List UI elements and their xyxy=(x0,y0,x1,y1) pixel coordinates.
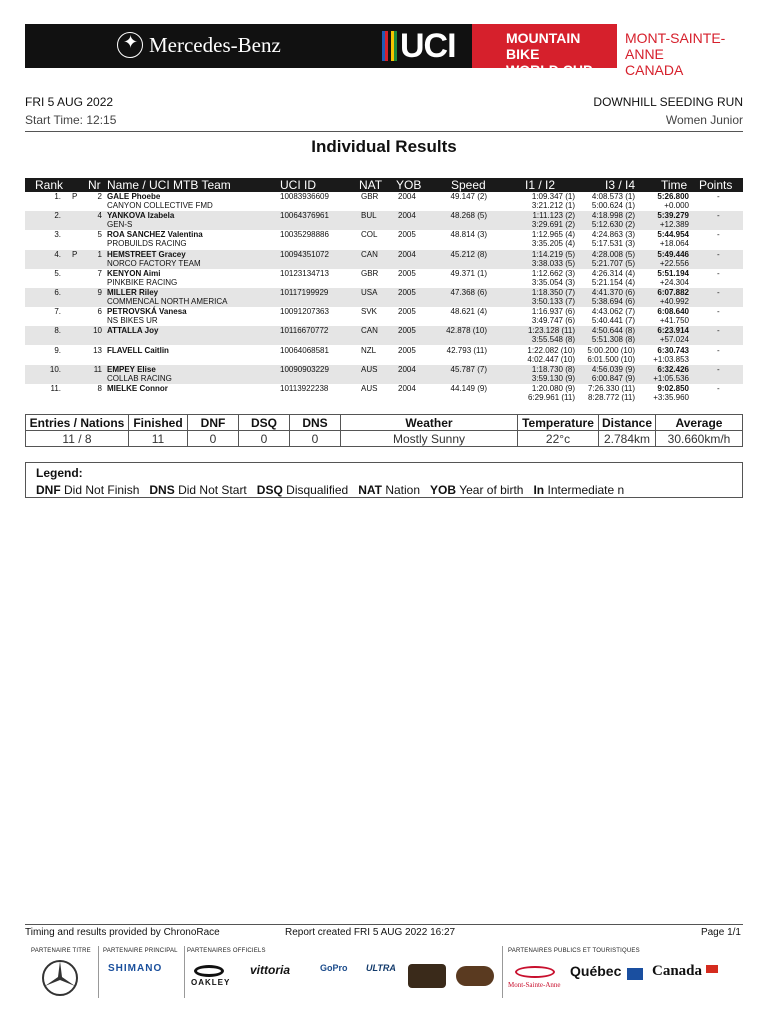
cell-nr: 8 xyxy=(97,384,102,393)
divider xyxy=(25,131,743,132)
cell-i4: 5:51.308 (8) xyxy=(591,335,635,345)
cell-uci-id: 10123134713 xyxy=(280,268,329,278)
cell-nat: GBR xyxy=(361,192,379,201)
race-date: FRI 5 AUG 2022 xyxy=(25,95,114,109)
cell-points: - xyxy=(717,384,720,393)
cell-team: PINKBIKE RACING xyxy=(107,277,178,287)
cell-nat: BUL xyxy=(361,211,377,221)
cell-i3: 4:41.370 (6) xyxy=(591,288,635,297)
summary-header: DNS xyxy=(290,415,341,431)
cell-nr: 6 xyxy=(97,307,102,317)
cell-i4: 6:01.500 (10) xyxy=(587,354,635,364)
cell-name: GALE Phoebe xyxy=(107,192,161,201)
cell-nr: 13 xyxy=(93,345,102,355)
cell-speed: 42.793 (11) xyxy=(446,345,487,355)
cell-i3: 4:08.573 (1) xyxy=(591,192,635,201)
col-points: Points xyxy=(699,178,733,192)
cell-nat: SVK xyxy=(361,307,378,317)
cell-team: COMMENCAL NORTH AMERICA xyxy=(107,297,228,306)
cell-nr: 2 xyxy=(97,192,102,201)
cell-i3: 4:56.039 (9) xyxy=(591,364,635,374)
cell-i2: 3:50.133 (7) xyxy=(531,297,575,306)
summary-value: 30.660km/h xyxy=(656,431,743,447)
cell-gap: +18.064 xyxy=(659,239,689,249)
cell-rank: 7. xyxy=(54,307,61,317)
legend-items xyxy=(36,483,624,497)
cell-i2: 3:59.130 (9) xyxy=(531,373,575,383)
cell-i2: 3:55.548 (8) xyxy=(531,335,575,345)
cell-gap: +1:03.853 xyxy=(653,354,689,364)
cell-speed: 48.814 (3) xyxy=(450,230,487,240)
mountain-badge-icon xyxy=(408,964,446,988)
cell-gap: +41.750 xyxy=(659,316,689,326)
cell-nr: 5 xyxy=(97,230,102,240)
cell-yob: 2005 xyxy=(398,288,416,297)
cell-i2: 3:49.747 (6) xyxy=(531,316,575,326)
cell-i4: 6:00.847 (9) xyxy=(591,373,635,383)
cell-i3: 4:28.008 (5) xyxy=(591,249,635,259)
col-uci-id: UCI ID xyxy=(280,178,316,192)
cell-rank: 3. xyxy=(54,230,61,240)
summary-header-row xyxy=(26,415,743,431)
cell-rank: 9. xyxy=(54,345,61,355)
cell-time: 5:26.800 xyxy=(657,192,689,201)
venue-line-1: MONT-SAINTE-ANNE xyxy=(625,30,726,62)
summary-header: Entries / Nations xyxy=(26,415,129,431)
uci-logo xyxy=(382,26,456,66)
cell-i3: 4:50.644 (8) xyxy=(591,326,635,336)
summary-header: Distance xyxy=(599,415,656,431)
cell-i2: 4:02.447 (10) xyxy=(527,354,575,364)
cell-uci-id: 10083936609 xyxy=(280,192,329,201)
cell-i3: 4:24.863 (3) xyxy=(591,230,635,240)
msa-swoosh-icon xyxy=(515,966,555,978)
cell-gap: +57.024 xyxy=(659,335,689,345)
table-row xyxy=(25,192,743,211)
legend-code: NAT xyxy=(358,483,382,497)
cell-rank: 11. xyxy=(50,384,61,393)
cell-name: MILLER Riley xyxy=(107,288,159,297)
venue-title xyxy=(617,24,743,78)
cell-i4: 8:28.772 (11) xyxy=(588,393,635,402)
event-name: DOWNHILL SEEDING RUN xyxy=(593,95,743,109)
cell-nr: 7 xyxy=(97,268,102,278)
table-row xyxy=(25,365,743,384)
cell-time: 6:32.426 xyxy=(657,364,689,374)
cell-i1: 1:16.937 (6) xyxy=(531,307,575,317)
sponsor-separator xyxy=(502,946,503,998)
cell-i4: 5:21.154 (4) xyxy=(591,277,635,287)
cell-name: YANKOVA Izabela xyxy=(107,211,175,221)
legend-title: Legend: xyxy=(36,466,83,480)
cell-rank: 10. xyxy=(49,364,61,374)
venue-line-2: CANADA xyxy=(625,62,684,78)
cell-nr: 1 xyxy=(97,249,102,259)
cell-nat: NZL xyxy=(361,345,377,355)
canada-logo: Canada xyxy=(652,963,703,979)
col-speed: Speed xyxy=(451,178,486,192)
cell-gap: +3:35.960 xyxy=(653,393,689,402)
summary-value: 0 xyxy=(290,431,341,447)
summary-table xyxy=(25,414,743,447)
cell-nat: COL xyxy=(361,230,378,240)
cell-i1: 1:14.219 (5) xyxy=(531,249,575,259)
sponsor-label: PARTENAIRE TITRE xyxy=(31,948,91,954)
cell-nat: GBR xyxy=(361,268,379,278)
cell-i1: 1:18.350 (7) xyxy=(531,288,575,297)
cell-p: P xyxy=(72,192,78,201)
footer-divider xyxy=(25,924,743,925)
legend-text: Nation xyxy=(385,483,421,497)
cell-i4: 5:38.694 (6) xyxy=(591,297,635,306)
table-row xyxy=(25,230,743,249)
msa-logo: Mont-Sainte-Anne xyxy=(508,981,561,989)
vittoria-logo: vittoria xyxy=(250,963,291,977)
series-line-2: WORLD CUP xyxy=(506,62,593,78)
cell-yob: 2004 xyxy=(398,192,416,201)
cell-i1: 1:12.662 (3) xyxy=(531,268,575,278)
cell-uci-id: 10035298886 xyxy=(280,230,329,240)
cell-points: - xyxy=(717,211,720,221)
cell-i1: 1:09.347 (1) xyxy=(531,192,575,201)
cell-i4: 5:21.707 (5) xyxy=(591,258,635,268)
cell-points: - xyxy=(717,345,720,355)
summary-value: 0 xyxy=(188,431,239,447)
summary-header: DNF xyxy=(188,415,239,431)
cell-i2: 6:29.961 (11) xyxy=(528,393,575,402)
cell-rank: 6. xyxy=(54,288,61,297)
cell-uci-id: 10117199929 xyxy=(280,288,329,297)
cell-points: - xyxy=(717,326,720,336)
cell-nr: 9 xyxy=(97,288,102,297)
cell-i2: 3:29.691 (2) xyxy=(531,220,575,230)
cell-team: NORCO FACTORY TEAM xyxy=(107,258,201,268)
cell-i4: 5:12.630 (2) xyxy=(591,220,635,230)
cell-rank: 5. xyxy=(54,268,61,278)
cell-i1: 1:20.080 (9) xyxy=(531,384,575,393)
legend-text: Year of birth xyxy=(459,483,524,497)
cell-points: - xyxy=(717,268,720,278)
summary-header: Average xyxy=(656,415,743,431)
cell-p: P xyxy=(72,249,78,259)
mercedes-star-icon xyxy=(117,32,143,58)
table-row xyxy=(25,384,743,403)
cell-points: - xyxy=(717,230,720,240)
legend-code: In xyxy=(533,483,545,497)
cell-i4: 5:00.624 (1) xyxy=(591,201,635,210)
col-yob: YOB xyxy=(396,178,422,192)
cell-i2: 3:35.205 (4) xyxy=(531,239,575,249)
col-nr: Nr xyxy=(88,178,101,192)
col-i1-i2: I1 / I2 xyxy=(525,178,556,192)
cell-speed: 44.149 (9) xyxy=(450,384,487,393)
sponsor-label: PARTENAIRE PRINCIPAL xyxy=(103,948,178,954)
series-line-1: MOUNTAIN BIKE xyxy=(506,30,581,62)
mercedes-logo xyxy=(117,32,281,58)
canada-flag-icon xyxy=(706,965,718,973)
cell-points: - xyxy=(717,364,720,374)
summary-header: Weather xyxy=(341,415,518,431)
cell-i3: 4:18.998 (2) xyxy=(591,211,635,221)
col-rank: Rank xyxy=(35,178,64,192)
oakley-logo: OAKLEY xyxy=(191,978,231,987)
cell-yob: 2005 xyxy=(398,268,416,278)
cell-rank: 1. xyxy=(54,192,61,201)
cell-nat: AUS xyxy=(361,384,378,393)
cell-uci-id: 10090903229 xyxy=(280,364,329,374)
cell-team: PROBUILDS RACING xyxy=(107,239,187,249)
col-i3-i4: I3 / I4 xyxy=(605,178,636,192)
shimano-logo: SHIMANO xyxy=(108,963,163,974)
summary-header: Finished xyxy=(129,415,188,431)
cell-nr: 10 xyxy=(93,326,102,336)
col-name: Name / UCI MTB Team xyxy=(107,178,231,192)
cell-yob: 2005 xyxy=(398,345,416,355)
cell-speed: 48.621 (4) xyxy=(450,307,487,317)
cell-yob: 2005 xyxy=(398,230,416,240)
cell-yob: 2004 xyxy=(398,364,416,374)
cell-gap: +24.304 xyxy=(659,277,689,287)
col-nat: NAT xyxy=(359,178,383,192)
cell-i1: 1:18.730 (8) xyxy=(531,364,575,374)
cell-rank: 8. xyxy=(54,326,61,336)
cell-nr: 11 xyxy=(93,364,102,374)
cell-points: - xyxy=(717,288,720,297)
table-row xyxy=(25,269,743,288)
cell-speed: 49.147 (2) xyxy=(450,192,487,201)
category: Women Junior xyxy=(665,113,743,127)
cell-name: ROA SANCHEZ Valentina xyxy=(107,230,203,240)
gopro-logo: GoPro xyxy=(320,963,348,973)
cell-speed: 49.371 (1) xyxy=(450,268,487,278)
cell-time: 6:23.914 xyxy=(657,326,689,336)
cell-speed: 45.787 (7) xyxy=(450,364,487,374)
results-header xyxy=(25,178,743,192)
cell-speed: 47.368 (6) xyxy=(450,288,487,297)
cell-time: 5:49.446 xyxy=(657,249,689,259)
uci-stripes xyxy=(382,31,397,61)
cell-nat: USA xyxy=(361,288,378,297)
legend-text: Did Not Finish xyxy=(64,483,140,497)
uci-wordmark: UCI xyxy=(400,26,456,65)
cell-points: - xyxy=(717,307,720,317)
sponsor-separator xyxy=(184,946,185,998)
col-time: Time xyxy=(661,178,688,192)
uci-stripe xyxy=(394,31,397,61)
report-created: Report created FRI 5 AUG 2022 16:27 xyxy=(285,927,456,938)
legend-box xyxy=(25,462,743,498)
sponsor-separator xyxy=(98,946,99,998)
legend-code: DSQ xyxy=(256,483,283,497)
table-row xyxy=(25,250,743,269)
cell-name: KENYON Aimi xyxy=(107,268,161,278)
cell-time: 6:08.640 xyxy=(657,307,689,317)
cell-name: EMPEY Elise xyxy=(107,364,156,374)
cell-name: FLAVELL Caitlin xyxy=(107,345,169,355)
cell-time: 6:07.882 xyxy=(657,288,689,297)
cell-points: - xyxy=(717,249,720,259)
cell-time: 5:51.194 xyxy=(657,268,689,278)
summary-value: Mostly Sunny xyxy=(341,431,518,447)
cell-nat: AUS xyxy=(361,364,378,374)
quebec-flag-icon xyxy=(627,968,643,980)
summary-header: DSQ xyxy=(239,415,290,431)
legend-code: DNF xyxy=(36,483,61,497)
cell-i2: 3:38.033 (5) xyxy=(531,258,575,268)
cell-uci-id: 10064068581 xyxy=(280,345,329,355)
summary-value: 0 xyxy=(239,431,290,447)
cell-uci-id: 10064376961 xyxy=(280,211,329,221)
start-time: Start Time: 12:15 xyxy=(25,113,117,127)
legend-code: DNS xyxy=(149,483,175,497)
cell-yob: 2005 xyxy=(398,307,416,317)
timing-credit: Timing and results provided by ChronoRace xyxy=(25,927,220,938)
cell-speed: 48.268 (5) xyxy=(450,211,487,221)
summary-value: 2.784km xyxy=(599,431,656,447)
cell-speed: 42.878 (10) xyxy=(446,326,487,336)
summary-value-row xyxy=(26,431,743,447)
cell-uci-id: 10116670772 xyxy=(280,326,329,336)
cell-time: 5:44.954 xyxy=(657,230,689,240)
table-row xyxy=(25,307,743,326)
summary-value: 22°c xyxy=(518,431,599,447)
cell-time: 6:30.743 xyxy=(657,345,689,355)
cell-uci-id: 10091207363 xyxy=(280,307,329,317)
cell-yob: 2005 xyxy=(398,326,416,336)
cell-nr: 4 xyxy=(97,211,102,221)
harveys-badge-icon xyxy=(456,966,494,986)
cell-yob: 2004 xyxy=(398,249,416,259)
mercedes-star-icon xyxy=(40,958,80,998)
table-row xyxy=(25,288,743,307)
cell-time: 9:02.850 xyxy=(657,384,689,393)
cell-name: HEMSTREET Gracey xyxy=(107,249,186,259)
cell-gap: +0.000 xyxy=(664,201,689,210)
series-title xyxy=(472,24,617,78)
cell-gap: +1:05.536 xyxy=(653,373,689,383)
cell-yob: 2004 xyxy=(398,211,416,221)
summary-value: 11 xyxy=(129,431,188,447)
cell-name: ATTALLA Joy xyxy=(107,326,159,336)
table-row xyxy=(25,346,743,365)
cell-i3: 7:26.330 (11) xyxy=(588,384,635,393)
cell-points: - xyxy=(717,192,720,201)
cell-name: MIELKE Connor xyxy=(107,384,168,393)
cell-speed: 45.212 (8) xyxy=(450,249,487,259)
cell-gap: +40.992 xyxy=(659,297,689,306)
cell-gap: +12.389 xyxy=(659,220,689,230)
cell-nat: CAN xyxy=(361,249,378,259)
summary-value: 11 / 8 xyxy=(26,431,129,447)
cell-yob: 2004 xyxy=(398,384,416,393)
cell-team: GEN-S xyxy=(107,220,133,230)
cell-nat: CAN xyxy=(361,326,378,336)
cell-i1: 1:12.965 (4) xyxy=(531,230,575,240)
cell-name: PETROVSKÁ Vanesa xyxy=(107,307,187,317)
quebec-logo: Québec xyxy=(570,963,622,979)
cell-i3: 4:43.062 (7) xyxy=(591,307,635,317)
cell-uci-id: 10094351072 xyxy=(280,249,329,259)
cell-time: 5:39.279 xyxy=(657,211,689,221)
sponsor-label: PARTENAIRES PUBLICS ET TOURISTIQUES xyxy=(508,948,640,954)
cell-i4: 5:40.441 (7) xyxy=(591,316,635,326)
table-row xyxy=(25,211,743,230)
sponsor-name: Mercedes-Benz xyxy=(149,32,281,57)
cell-team: NS BIKES UR xyxy=(107,316,158,326)
cell-i2: 3:35.054 (3) xyxy=(531,277,575,287)
cell-gap: +22.556 xyxy=(659,258,689,268)
legend-text: Did Not Start xyxy=(178,483,247,497)
cell-i3: 4:26.314 (4) xyxy=(591,268,635,278)
sponsor-label: PARTENAIRES OFFICIELS xyxy=(187,948,266,954)
table-row xyxy=(25,326,743,345)
oakley-ellipse-icon xyxy=(194,965,224,977)
legend-code: YOB xyxy=(430,483,457,497)
cell-i2: 3:21.212 (1) xyxy=(531,201,575,210)
page-title: Individual Results xyxy=(311,137,457,156)
ultra-logo: ULTRA xyxy=(366,963,396,973)
cell-team: CANYON COLLECTIVE FMD xyxy=(107,201,213,210)
legend-text: Intermediate n xyxy=(547,483,625,497)
cell-rank: 4. xyxy=(54,249,61,259)
cell-i4: 5:17.531 (3) xyxy=(591,239,635,249)
cell-rank: 2. xyxy=(54,211,61,221)
cell-i1: 1:11.123 (2) xyxy=(532,211,575,221)
cell-uci-id: 10113922238 xyxy=(280,384,329,393)
header-banner xyxy=(25,24,743,78)
cell-i1: 1:22.082 (10) xyxy=(527,345,575,355)
page-number: Page 1/1 xyxy=(700,927,741,938)
legend-text: Disqualified xyxy=(286,483,349,497)
cell-team: COLLAB RACING xyxy=(107,373,172,383)
cell-i1: 1:23.128 (11) xyxy=(528,326,575,336)
cell-i3: 5:00.200 (10) xyxy=(587,345,635,355)
summary-header: Temperature xyxy=(518,415,599,431)
